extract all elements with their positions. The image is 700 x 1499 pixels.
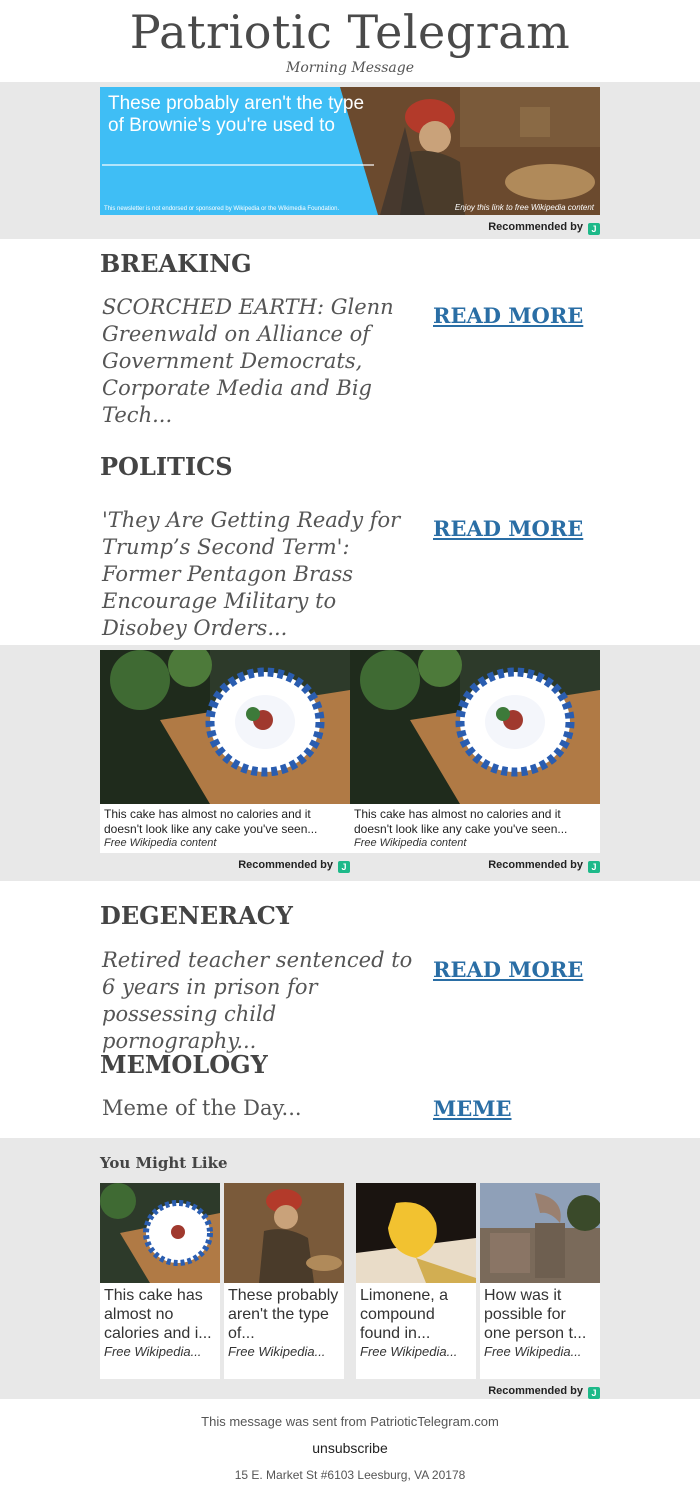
section-politics (100, 445, 600, 645)
ad-card-text: This cake has almost no calories and it doesn't look like any cake you've seen... (104, 807, 318, 836)
top-ad-band (0, 82, 700, 239)
cake-plate-image (350, 650, 600, 804)
ad-card-source: Free Wikipedia content (104, 837, 217, 849)
banner-disclaimer: This newsletter is not endorsed or sponsored by Wikipedia or the Wikimedia Foundation. (104, 206, 340, 212)
brownie-illustration (340, 87, 600, 215)
ad-card-source: Free Wikipedia... (228, 1344, 326, 1359)
jeeng-logo-icon: J (338, 861, 350, 873)
recommended-by[interactable] (350, 857, 600, 873)
stone-sculpture-image (480, 1183, 600, 1283)
lemon-drop-image (356, 1183, 476, 1283)
ad-card-source: Free Wikipedia... (104, 1344, 202, 1359)
recommended-by[interactable] (100, 219, 600, 235)
read-more-link[interactable]: READ MORE (433, 957, 584, 982)
recommended-by-label: Recommended by (488, 221, 583, 233)
you-might-like-heading: You Might Like (100, 1154, 228, 1172)
recommended-by-label: Recommended by (488, 1385, 583, 1397)
meme-link[interactable]: MEME (433, 1096, 512, 1121)
jeeng-logo-icon: J (588, 223, 600, 235)
sent-from-text: This message was sent from PatrioticTelegram.com (201, 1414, 499, 1429)
ad-card-text: Limonene, a compound found in... (360, 1287, 449, 1342)
recommended-by[interactable] (100, 1383, 600, 1399)
newsletter-subtitle: Morning Message (286, 60, 414, 76)
section-memology (100, 1038, 600, 1138)
mailing-address: 15 E. Market St #6103 Leesburg, VA 20178 (234, 1468, 466, 1482)
story-text: Retired teacher sentenced to 6 years in prison for possessing child pornography... (102, 948, 413, 1053)
ad-card[interactable] (100, 650, 350, 853)
story-text: Meme of the Day... (102, 1096, 302, 1120)
banner-divider (102, 164, 374, 166)
ad-card-text: This cake has almost no calories and i... (104, 1287, 212, 1342)
story-text: SCORCHED EARTH: Glenn Greenwald on Alliance of Government Democrats, Corporate Media and Big Tech... (102, 295, 394, 427)
banner-headline: These probably aren't the type of Brownie's you're used to (108, 93, 365, 136)
ad-card-source: Free Wikipedia content (354, 837, 467, 849)
read-more-link[interactable]: READ MORE (433, 516, 584, 541)
ad-card-text: How was it possible for one person t... (484, 1287, 587, 1342)
section-breaking (100, 239, 600, 445)
section-heading: POLITICS (100, 452, 233, 481)
mid-ad-band (0, 645, 700, 881)
ad-card[interactable] (350, 650, 600, 853)
unsubscribe-link[interactable]: unsubscribe (312, 1440, 388, 1456)
jeeng-logo-icon: J (588, 861, 600, 873)
story-text: 'They Are Getting Ready for Trump’s Second Term': Former Pentagon Brass Encourage Military to Disobey Orders... (102, 508, 401, 640)
section-heading: BREAKING (100, 249, 252, 278)
brownie-ad-banner[interactable] (100, 87, 600, 215)
ad-card-source: Free Wikipedia... (360, 1344, 458, 1359)
ad-card[interactable] (224, 1183, 344, 1379)
section-heading: MEMOLOGY (100, 1050, 268, 1079)
ad-card-source: Free Wikipedia... (484, 1344, 582, 1359)
brownie-illustration (224, 1183, 344, 1283)
jeeng-logo-icon: J (588, 1387, 600, 1399)
ad-card-text: These probably aren't the type of... (228, 1287, 339, 1342)
cake-plate-image (100, 1183, 220, 1283)
read-more-link[interactable]: READ MORE (433, 303, 584, 328)
ad-card-text: This cake has almost no calories and it doesn't look like any cake you've seen... (354, 807, 568, 836)
ad-card[interactable] (480, 1183, 600, 1379)
section-heading: DEGENERACY (100, 901, 293, 930)
bottom-ad-band (0, 1138, 700, 1399)
ad-card[interactable] (356, 1183, 476, 1379)
banner-caption: Enjoy this link to free Wikipedia content (454, 203, 594, 212)
recommended-by-label: Recommended by (488, 859, 583, 871)
newsletter-header (0, 0, 700, 82)
cake-plate-image (100, 650, 350, 804)
recommended-by-label: Recommended by (238, 859, 333, 871)
site-title: Patriotic Telegram (129, 5, 571, 59)
ad-card[interactable] (100, 1183, 220, 1379)
recommended-by[interactable] (100, 857, 350, 873)
section-degeneracy (100, 881, 600, 1053)
newsletter-footer (0, 1414, 700, 1482)
